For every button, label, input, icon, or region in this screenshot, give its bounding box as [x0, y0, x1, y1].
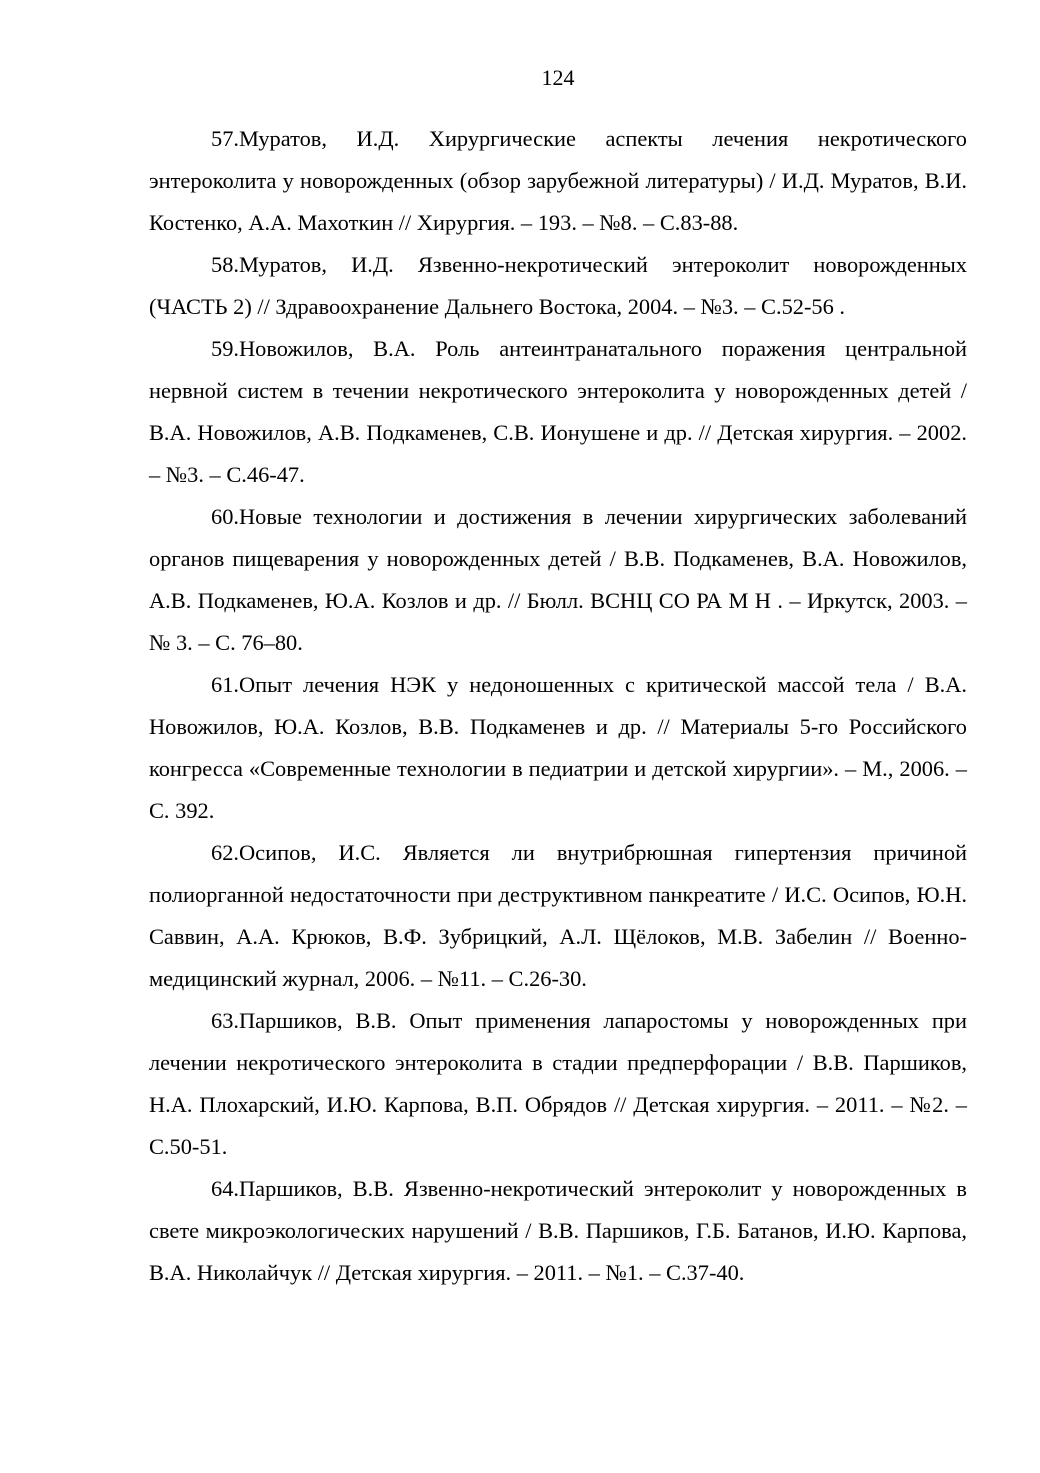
page-number: 124	[541, 65, 575, 90]
reference-text: Муратов, И.Д. Язвенно-некротический энтероколит новорожденных (ЧАСТЬ 2) // Здравоохранение Дальнего Востока, 2004. – №3. – С.52-56 .	[149, 252, 967, 319]
reference-text: Муратов, И.Д. Хирургические аспекты лечения некротического энтероколита у новорожденных (обзор зарубежной литературы) / И.Д. Муратов, В.И. Костенко, А.А. Махоткин // Хирургия. – 193. – №8. – С.83-88.	[149, 126, 967, 235]
reference-number: 64.	[211, 1176, 239, 1201]
reference-text: Паршиков, В.В. Язвенно-некротический энтероколит у новорожденных в свете микроэкологических нарушений / В.В. Паршиков, Г.Б. Батанов, И.Ю. Карпова, В.А. Николайчук // Детская хирургия. – 2011. – №1. – С.37-40.	[149, 1176, 967, 1285]
reference-number: 58.	[211, 252, 239, 277]
reference-item-58	[149, 244, 967, 328]
reference-item-60	[149, 496, 967, 664]
reference-number: 61.	[211, 672, 239, 697]
reference-item-63	[149, 1000, 967, 1168]
reference-item-57	[149, 118, 967, 244]
reference-item-64	[149, 1168, 967, 1294]
reference-number: 59.	[211, 336, 239, 361]
reference-number: 62.	[211, 840, 239, 865]
reference-number: 63.	[211, 1008, 239, 1033]
reference-text: Осипов, И.С. Является ли внутрибрюшная гипертензия причиной полиорганной недостаточности при деструктивном панкреатите / И.С. Осипов, Ю.Н. Саввин, А.А. Крюков, В.Ф. Зубрицкий, А.Л. Щёлоков, М.В. Забелин // Военно-медицинский журнал, 2006. – №11. – С.26-30.	[149, 840, 967, 991]
reference-text: Паршиков, В.В. Опыт применения лапаростомы у новорожденных при лечении некротического энтероколита в стадии предперфорации / В.В. Паршиков, Н.А. Плохарский, И.Ю. Карпова, В.П. Обрядов // Детская хирургия. – 2011. – №2. – С.50-51.	[149, 1008, 967, 1159]
reference-number: 60.	[211, 504, 239, 529]
reference-list	[149, 118, 967, 1294]
reference-item-61	[149, 664, 967, 832]
reference-number: 57.	[211, 126, 239, 151]
reference-item-62	[149, 832, 967, 1000]
reference-item-59	[149, 328, 967, 496]
reference-text: Опыт лечения НЭК у недоношенных с критической массой тела / В.А. Новожилов, Ю.А. Козлов, В.В. Подкаменев и др. // Материалы 5-го Российского конгресса «Современные технологии в педиатрии и детской хирургии». – М., 2006. – С. 392.	[149, 672, 967, 823]
reference-text: Новые технологии и достижения в лечении хирургических заболеваний органов пищеварения у новорожденных детей / В.В. Подкаменев, В.А. Новожилов, А.В. Подкаменев, Ю.А. Козлов и др. // Бюлл. ВСНЦ СО РА М Н . – Иркутск, 2003. – № 3. – С. 76–80.	[149, 504, 967, 655]
reference-text: Новожилов, В.А. Роль антеинтранатального поражения центральной нервной систем в течении некротического энтероколита у новорожденных детей / В.А. Новожилов, А.В. Подкаменев, С.В. Ионушене и др. // Детская хирургия. – 2002. – №3. – С.46-47.	[149, 336, 967, 487]
